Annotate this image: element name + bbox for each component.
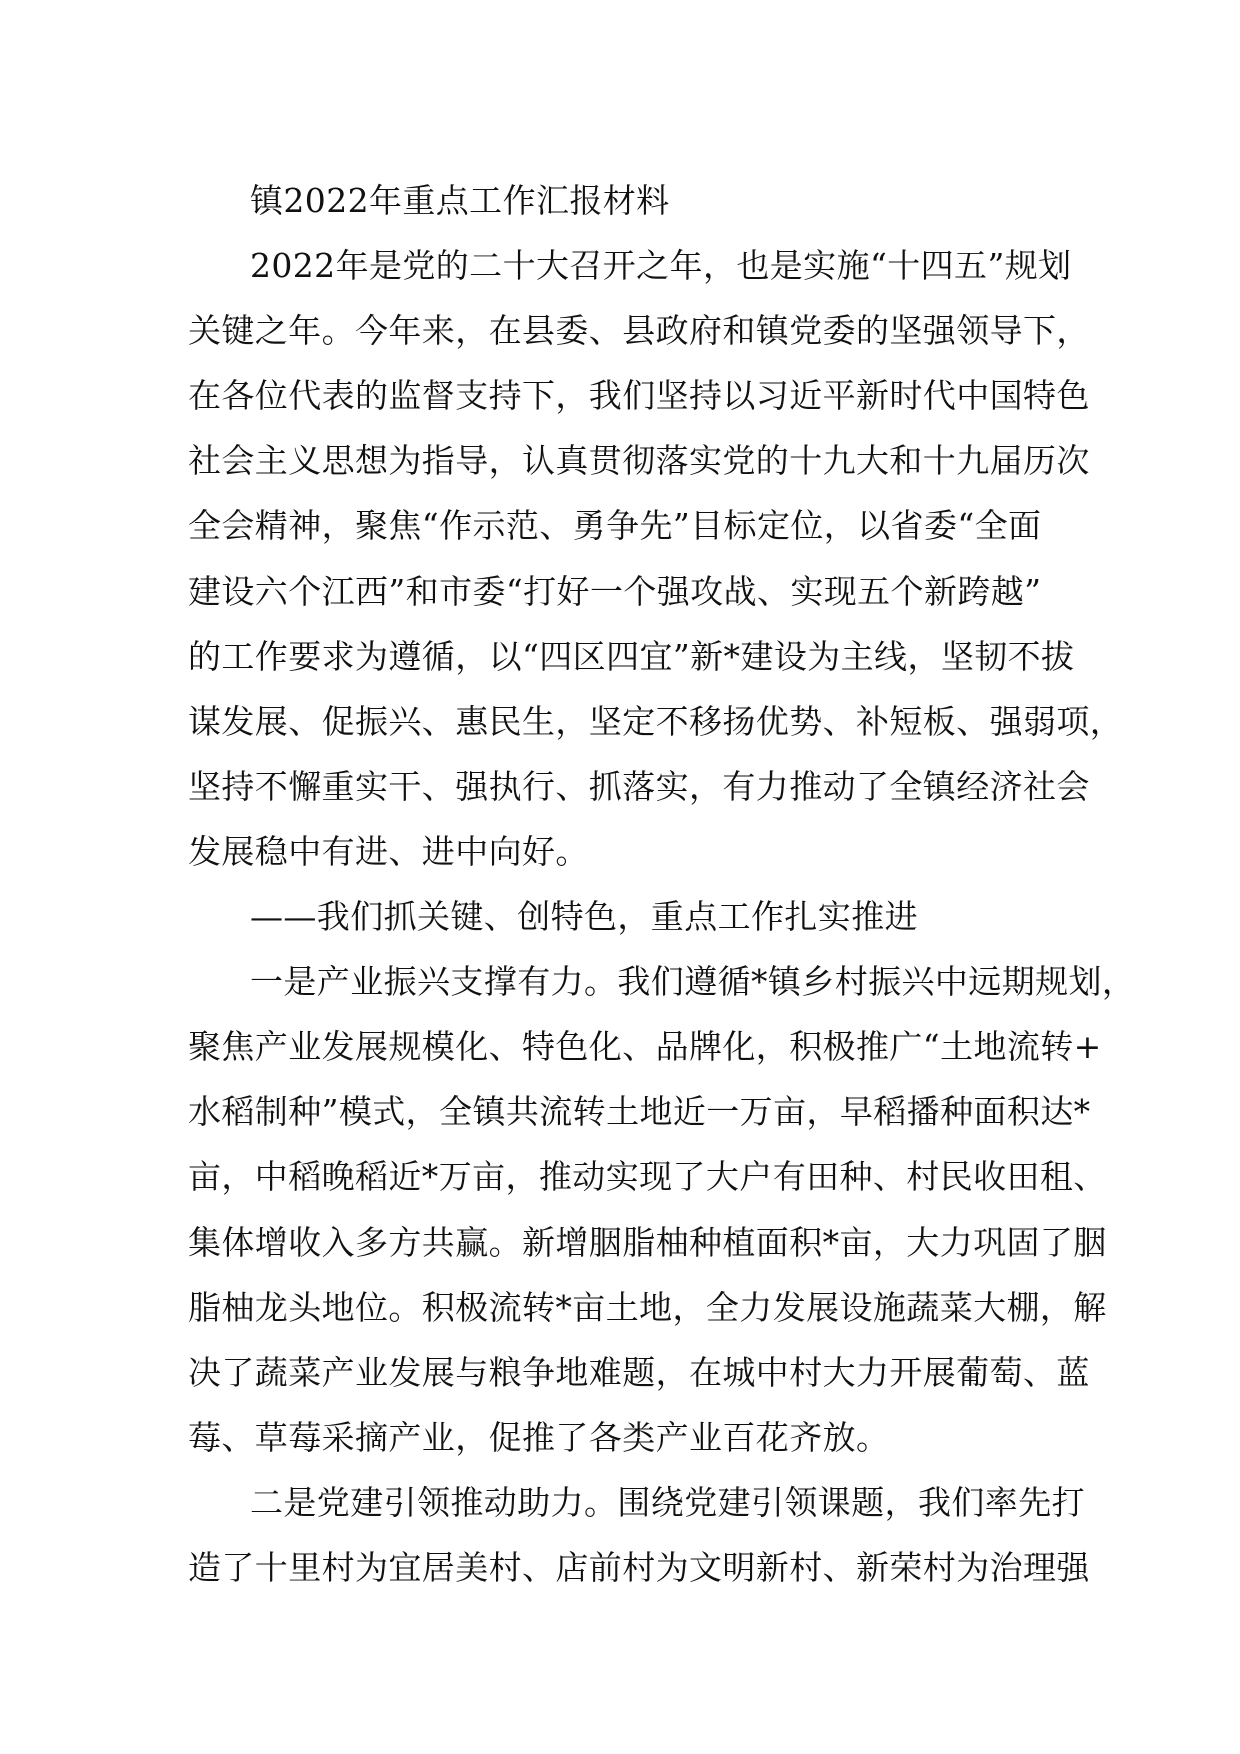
paragraph-line: 在各位代表的监督支持下，我们坚持以习近平新时代中国特色 bbox=[188, 376, 1090, 416]
section-heading-line: ——我们抓关键、创特色，重点工作扎实推进 bbox=[250, 897, 918, 937]
paragraph-line: 2022年是党的二十大召开之年，也是实施“十四五”规划 bbox=[250, 246, 1072, 286]
paragraph-line: 的工作要求为遵循，以“四区四宜”新*建设为主线，坚韧不拔 bbox=[188, 636, 1075, 676]
paragraph-line: 造了十里村为宜居美村、店前村为文明新村、新荣村为治理强 bbox=[188, 1547, 1090, 1587]
paragraph-line: 决了蔬菜产业发展与粮争地难题，在城中村大力开展葡萄、蓝 bbox=[188, 1352, 1090, 1392]
paragraph-line: 水稻制种”模式，全镇共流转土地近一万亩，早稻播种面积达* bbox=[188, 1092, 1091, 1132]
paragraph-line: 坚持不懈重实干、强执行、抓落实，有力推动了全镇经济社会 bbox=[188, 766, 1090, 806]
section-heading bbox=[188, 884, 1088, 949]
paragraph-line: 一是产业振兴支撑有力。我们遵循*镇乡村振兴中远期规划， bbox=[250, 962, 1136, 1002]
paragraph-industry bbox=[188, 949, 1136, 1470]
paragraph-line: 关键之年。今年来，在县委、县政府和镇党委的坚强领导下， bbox=[188, 311, 1090, 351]
paragraph-line: 二是党建引领推动助力。围绕党建引领课题，我们率先打 bbox=[250, 1482, 1085, 1522]
paragraph-line: 谋发展、促振兴、惠民生，坚定不移扬优势、补短板、强弱项， bbox=[188, 701, 1124, 741]
paragraph-line: 建设六个江西”和市委“打好一个强攻战、实现五个新跨越” bbox=[188, 571, 1042, 611]
paragraph-line: 脂柚龙头地位。积极流转*亩土地，全力发展设施蔬菜大棚，解 bbox=[188, 1287, 1107, 1327]
paragraph-line: 全会精神，聚焦“作示范、勇争先”目标定位，以省委“全面 bbox=[188, 506, 1042, 546]
paragraph-line: 聚焦产业发展规模化、特色化、品牌化，积极推广“土地流转+ bbox=[188, 1027, 1102, 1067]
document-title: 镇2022年重点工作汇报材料 bbox=[250, 181, 670, 220]
paragraph-line: 发展稳中有进、进中向好。 bbox=[188, 831, 589, 871]
paragraph-party-building bbox=[188, 1470, 1088, 1600]
paragraph-intro bbox=[188, 233, 1124, 884]
paragraph-line: 社会主义思想为指导，认真贯彻落实党的十九大和十九届历次 bbox=[188, 441, 1090, 481]
paragraph-line: 亩，中稻晚稻近*万亩，推动实现了大户有田种、村民收田租、 bbox=[188, 1157, 1107, 1197]
document-body bbox=[188, 168, 1136, 1600]
paragraph-line: 集体增收入多方共赢。新增胭脂柚种植面积*亩，大力巩固了胭 bbox=[188, 1222, 1107, 1262]
paragraph-line: 莓、草莓采摘产业，促推了各类产业百花齐放。 bbox=[188, 1417, 890, 1457]
